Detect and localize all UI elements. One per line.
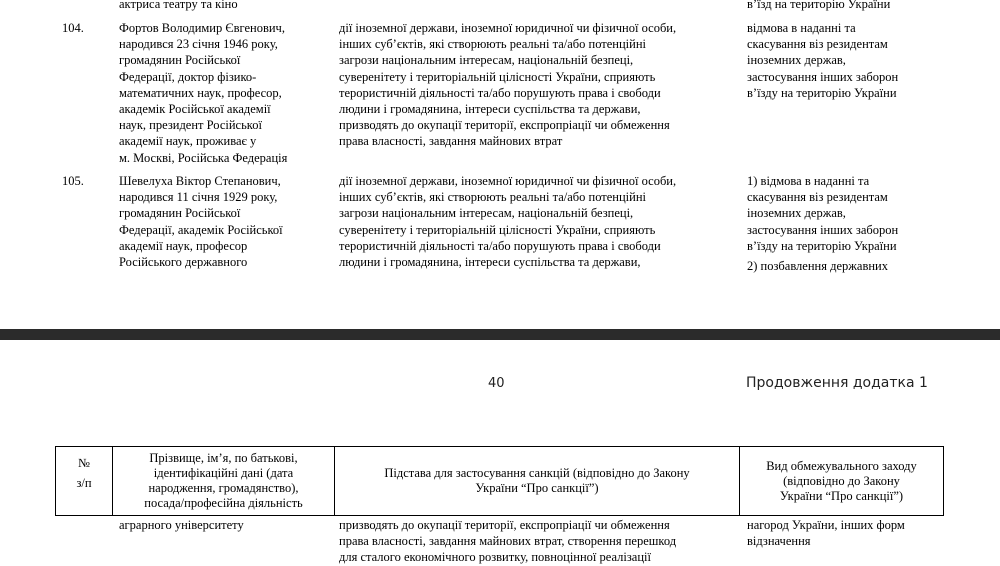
page-number: 40 <box>488 376 505 391</box>
running-head: Продовження додатка 1 <box>746 375 928 391</box>
cont-measure: нагород України, інших форм відзначення <box>747 518 905 549</box>
row-104-person: Фортов Володимир Євгенович, народився 23 січня 1946 року, громадянин Російської Федерації, доктор фізико- математичних наук, професор, академік Російської академії наук, президент Російської академії наук, проживає у м. Москві, Російська Федерація <box>119 21 288 165</box>
table-header-person: Прізвище, ім’я, по батькові, ідентифікаційні дані (дата народження, громадянство), посада/професійна діяльність <box>112 446 335 516</box>
prev-row-measure-tail: в’їзд на територію України <box>747 0 891 11</box>
row-104-basis: дії іноземної держави, іноземної юридичної чи фізичної особи, інших суб’єктів, які створюють реальні та/або потенційні загрози національним інтересам, національній безпеці, суверенітету і територіальній цілісності України, сприяють терористичній діяльності та/або порушують права і свободи людини і громадянина, інтереси суспільства та держави, призводять до окупації території, експропріації чи обмеження права власності, завдання майнових втрат <box>339 21 677 149</box>
table-header-number: № з/п <box>55 446 113 516</box>
row-105-number: 105. <box>62 174 84 188</box>
prev-row-person-tail: актриса театру та кіно <box>119 0 238 11</box>
row-104-number: 104. <box>62 21 84 35</box>
table-header-basis: Підстава для застосування санкцій (відповідно до Закону України “Про санкції”) <box>334 446 740 516</box>
row-105-measure-2: 2) позбавлення державних <box>747 259 888 273</box>
cont-basis: призводять до окупації території, експропріації чи обмеження права власності, завдання майнових втрат, створення перешкод для сталого економічного розвитку, повноцінної реалізації <box>339 518 677 565</box>
row-105-measure: 1) відмова в наданні та скасування віз резидентам іноземних держав, застосування інших заборон в’їзду на територію України <box>747 174 899 253</box>
row-104-measure: відмова в наданні та скасування віз резидентам іноземних держав, застосування інших заборон в’їзду на територію України <box>747 21 899 100</box>
page-break-divider <box>0 329 1000 340</box>
table-header-measure: Вид обмежувального заходу (відповідно до Закону України “Про санкції”) <box>739 446 944 516</box>
row-105-person: Шевелуха Віктор Степанович, народився 11 січня 1929 року, громадянин Російської Федерації, академік Російської академії наук, професор Російського державного <box>119 174 283 270</box>
cont-person: аграрного університету <box>119 518 244 532</box>
row-105-basis: дії іноземної держави, іноземної юридичної чи фізичної особи, інших суб’єктів, які створюють реальні та/або потенційні загрози національним інтересам, національній безпеці, суверенітету і територіальній цілісності України, сприяють терористичній діяльності та/або порушують права і свободи людини і громадянина, інтереси суспільства та держави, <box>339 174 677 270</box>
